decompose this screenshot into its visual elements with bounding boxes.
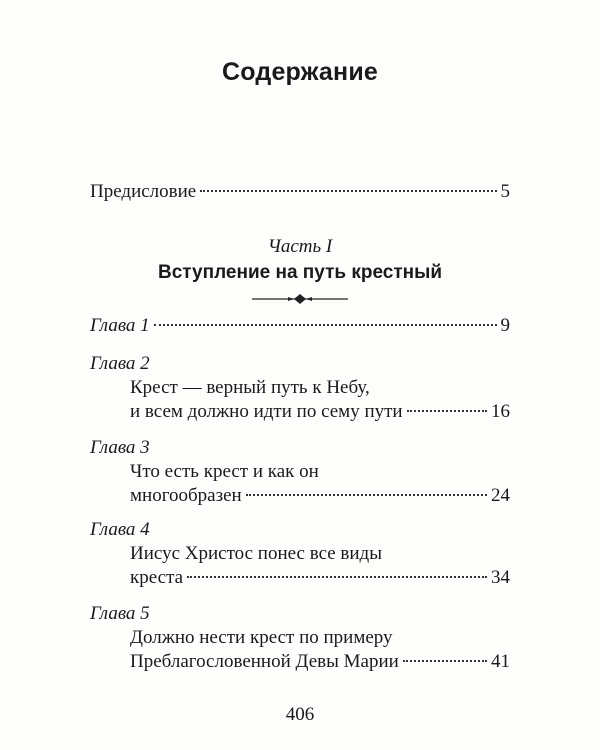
chapter-label: Глава 1 (90, 315, 150, 336)
chapter-title-line: и всем должно идти по сему пути (130, 401, 403, 422)
toc-page-number: 5 (500, 181, 510, 202)
chapter-label: Глава 4 (90, 519, 150, 540)
toc-entry-chapter-2[interactable] (90, 352, 510, 424)
toc-entry-chapter-5[interactable] (90, 602, 510, 674)
chapter-label: Глава 2 (90, 353, 150, 374)
toc-page-number: 34 (491, 567, 510, 588)
part-label: Часть I (267, 236, 333, 257)
chapter-title-line: креста (130, 567, 184, 588)
page-title: Содержание (221, 58, 379, 86)
part-title: Вступление на путь крестный (157, 262, 443, 283)
chapter-title-line: Что есть крест и как он (130, 461, 319, 482)
dot-leader (154, 324, 497, 326)
toc-page-number: 41 (491, 651, 510, 672)
chapter-title-line: многообразен (130, 485, 242, 506)
chapter-title-line: Иисус Христос понес все виды (130, 543, 382, 564)
dot-leader (187, 576, 487, 578)
toc-entry-chapter-3[interactable] (90, 436, 510, 508)
chapter-label: Глава 3 (90, 437, 150, 458)
chapter-title-line: Преблагословенной Девы Марии (130, 651, 399, 672)
toc-entry-chapter-1[interactable] (90, 314, 510, 338)
chapter-title-line: Должно нести крест по примеру (130, 627, 393, 648)
page-number-footer: 406 (285, 704, 315, 725)
dot-leader (246, 494, 487, 496)
toc-entry-chapter-4[interactable] (90, 518, 510, 590)
toc-page-number: 9 (500, 315, 510, 336)
toc-entry-preface[interactable] (90, 180, 510, 204)
chapter-title-line: Крест — верный путь к Небу, (130, 377, 370, 398)
dot-leader (200, 190, 496, 192)
toc-page-number: 24 (491, 485, 510, 506)
chapter-label: Глава 5 (90, 603, 150, 624)
toc-entry-label: Предисловие (90, 181, 197, 202)
dot-leader (407, 410, 487, 412)
dot-leader (403, 660, 487, 662)
toc-page-number: 16 (491, 401, 510, 422)
ornament-divider-icon (250, 292, 350, 306)
